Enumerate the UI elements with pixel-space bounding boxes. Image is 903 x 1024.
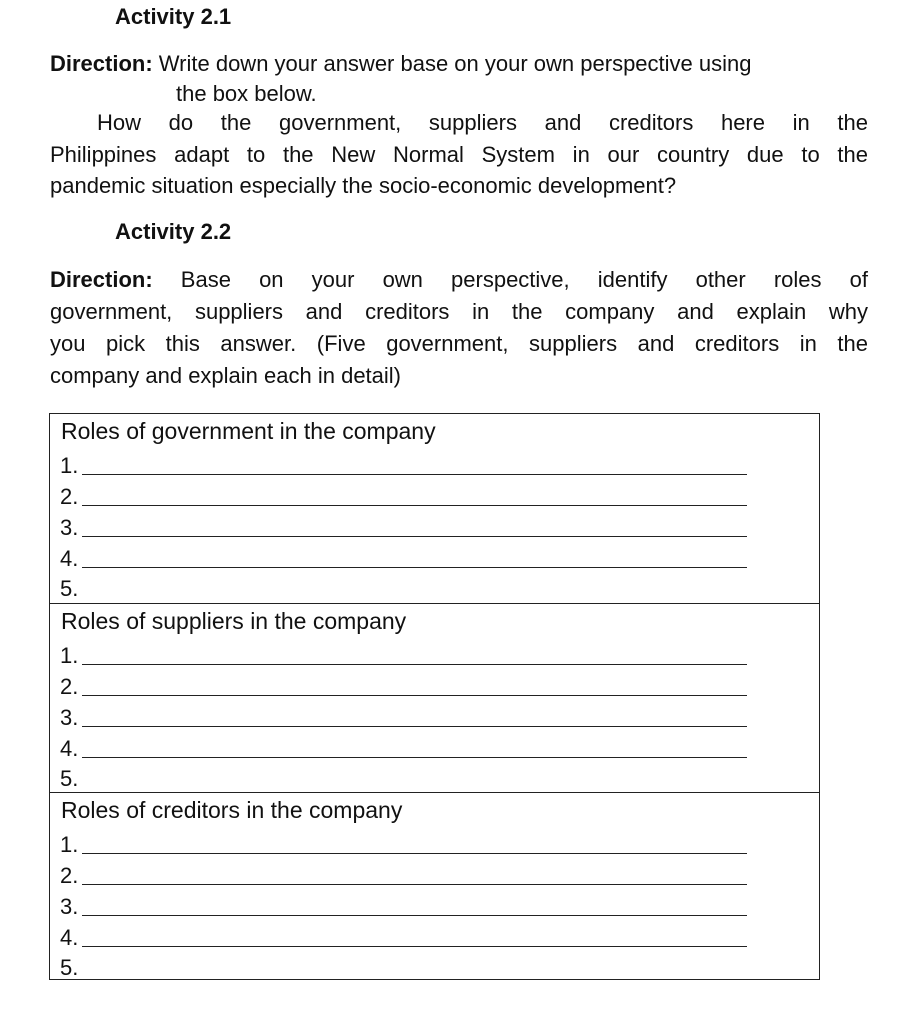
- direction-text: Base on your own perspective, identify other roles of: [152, 267, 868, 292]
- direction-text: Write down your answer base on your own perspective using: [152, 51, 752, 76]
- answer-line-3[interactable]: [60, 891, 750, 922]
- answer-line-5[interactable]: [60, 573, 750, 604]
- item-number: 5.: [60, 576, 79, 601]
- activity-2-2-direction: [50, 264, 868, 295]
- item-number: 5.: [60, 766, 79, 791]
- creditors-section: [50, 792, 819, 978]
- answer-line-5[interactable]: [60, 763, 750, 794]
- item-number: 4.: [60, 736, 79, 761]
- answer-table: [49, 413, 820, 980]
- answer-blank[interactable]: [82, 946, 747, 947]
- direction-line-4: company and explain each in detail): [50, 363, 402, 388]
- answer-line-2[interactable]: [60, 481, 750, 512]
- item-number: 1.: [60, 643, 79, 668]
- answer-line-2[interactable]: [60, 671, 750, 702]
- section-title: Roles of suppliers in the company: [61, 608, 407, 634]
- direction-line-3: you pick this answer. (Five government, suppliers and creditors in the: [50, 331, 868, 356]
- answer-line-3[interactable]: [60, 702, 750, 733]
- answer-blank[interactable]: [82, 664, 747, 665]
- answer-blank[interactable]: [82, 757, 747, 758]
- item-number: 2.: [60, 863, 79, 888]
- answer-line-2[interactable]: [60, 860, 750, 891]
- government-section: [50, 414, 819, 603]
- item-number: 3.: [60, 515, 79, 540]
- item-number: 1.: [60, 453, 79, 478]
- question-line-3: pandemic situation especially the socio-economic development?: [50, 173, 677, 198]
- item-number: 5.: [60, 955, 79, 980]
- item-number: 4.: [60, 546, 79, 571]
- activity-2-1-heading: Activity 2.1: [115, 4, 232, 29]
- question-line-1: How do the government, suppliers and creditors here in the: [97, 110, 868, 135]
- answer-line-1[interactable]: [60, 829, 750, 860]
- answer-blank[interactable]: [82, 536, 747, 537]
- answer-blank[interactable]: [82, 505, 747, 506]
- answer-blank[interactable]: [82, 915, 747, 916]
- suppliers-section: [50, 603, 819, 792]
- answer-blank[interactable]: [82, 726, 747, 727]
- item-number: 3.: [60, 894, 79, 919]
- answer-line-1[interactable]: [60, 450, 750, 481]
- section-title: Roles of government in the company: [61, 418, 436, 444]
- direction-text-continued: the box below.: [176, 81, 317, 106]
- activity-2-2-heading: Activity 2.2: [115, 219, 232, 244]
- item-number: 2.: [60, 484, 79, 509]
- item-number: 2.: [60, 674, 79, 699]
- item-number: 1.: [60, 832, 79, 857]
- answer-line-4[interactable]: [60, 543, 750, 574]
- answer-line-4[interactable]: [60, 733, 750, 764]
- answer-line-4[interactable]: [60, 922, 750, 953]
- answer-blank[interactable]: [82, 695, 747, 696]
- activity-2-1-direction: [50, 48, 868, 79]
- direction-label: Direction:: [50, 51, 153, 76]
- answer-blank[interactable]: [82, 474, 747, 475]
- answer-line-3[interactable]: [60, 512, 750, 543]
- answer-blank[interactable]: [82, 567, 747, 568]
- answer-line-1[interactable]: [60, 640, 750, 671]
- direction-label: Direction:: [50, 267, 153, 292]
- answer-blank[interactable]: [82, 853, 747, 854]
- item-number: 4.: [60, 925, 79, 950]
- item-number: 3.: [60, 705, 79, 730]
- answer-blank[interactable]: [82, 884, 747, 885]
- question-line-2: Philippines adapt to the New Normal System in our country due to the: [50, 142, 868, 167]
- section-title: Roles of creditors in the company: [61, 797, 403, 823]
- answer-line-5[interactable]: [60, 952, 750, 983]
- direction-line-2: government, suppliers and creditors in the company and explain why: [50, 299, 868, 324]
